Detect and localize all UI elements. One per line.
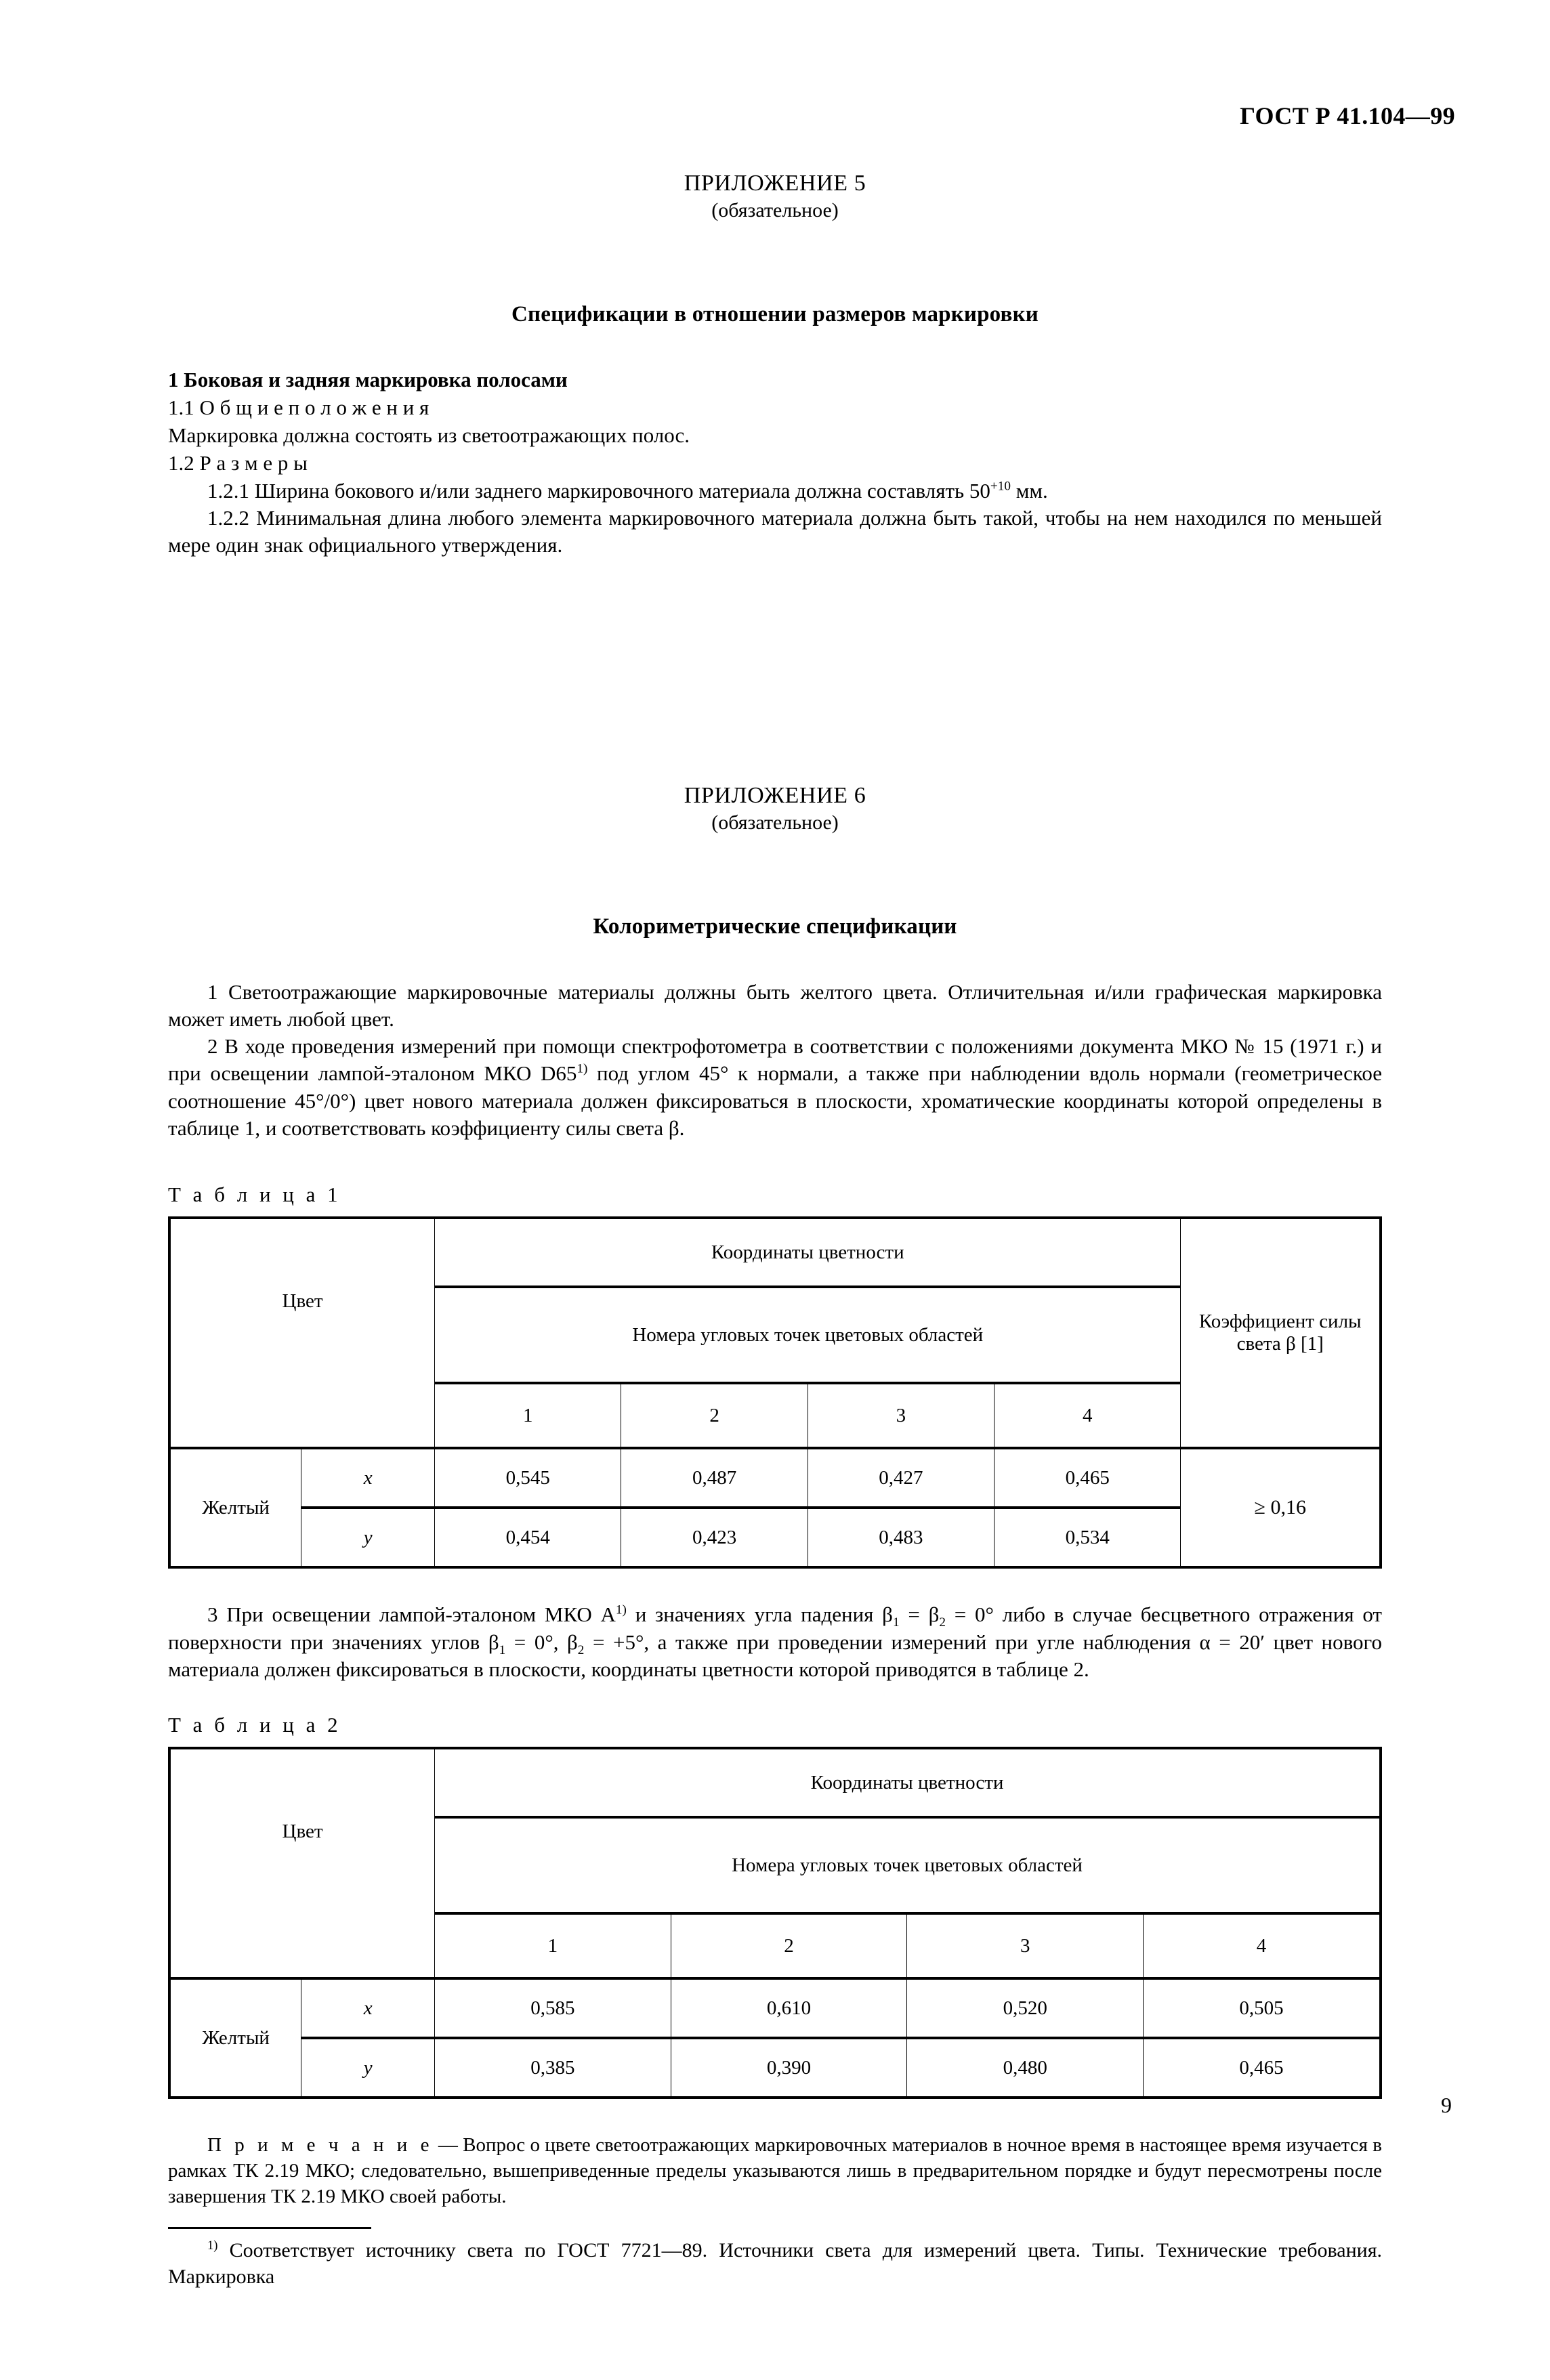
clause-1-2-2-text: 1.2.2 Минимальная длина любого элемента маркировочного материала должна быть такой, чтобы на нем находился по меньшей мере один знак официального утверждения. [168, 505, 1382, 557]
table-2-x-value-4: 0,505 [1144, 1978, 1381, 2038]
paragraph-3-part-b5: = +5°, а также при проведении измерений при угле наблюдения α = 20′ цвет нового материала должен фиксироваться в плоскости, координаты цветности которой приводятся в таблице 2. [168, 1630, 1383, 1681]
table-2-x-value-3: 0,520 [907, 1978, 1144, 2038]
annex-5-title: ПРИЛОЖЕНИЕ 5 [684, 171, 866, 196]
table-1-y-value-1: 0,454 [435, 1508, 621, 1567]
clause-1-2-1-suffix: мм. [1010, 478, 1048, 503]
table-2-header-color: Цвет [169, 1748, 435, 1913]
table-1-y-value-3: 0,483 [808, 1508, 994, 1567]
table-1-beta-value: ≥ 0,16 [1181, 1448, 1381, 1567]
table-1-x-value-4: 0,465 [994, 1448, 1181, 1508]
table-1-x-value-3: 0,427 [808, 1448, 994, 1508]
annex-6-section [168, 783, 1382, 2291]
table-1-color-value: Желтый [169, 1448, 301, 1567]
table-1-header-color-spacer [169, 1383, 435, 1448]
table-1-x-value-1: 0,545 [435, 1448, 621, 1508]
running-head: ГОСТ Р 41.104—99 [1240, 102, 1455, 129]
paragraph-2-part-b: под углом 45° к нормали, а также при наблюдении вдоль нормали (геометрическое соотношение 45°/0°) цвет нового материала должен фиксироваться в плоскости, хроматические координаты которой определены в таблице 1, и соответствовать коэффициенту силы света β. [168, 1061, 1382, 1141]
spacer [168, 327, 1382, 366]
table-1-col-index-1: 1 [435, 1383, 621, 1448]
table-2-color-value: Желтый [169, 1978, 301, 2098]
spacer [168, 1142, 1382, 1183]
page-number: 9 [1441, 2093, 1452, 2117]
footnote-separator-rule [168, 2227, 371, 2229]
annex-6-subtitle: (обязательное) [711, 811, 839, 834]
annex-5-subtitle: (обязательное) [711, 199, 839, 221]
table-1-header-points: Номера угловых точек цветовых областей [435, 1287, 1181, 1383]
table-2-col-index-1: 1 [435, 1913, 671, 1978]
annex-6-note [168, 2133, 1382, 2209]
table-2-row-label-y: y [301, 2038, 435, 2098]
table-2-y-value-1: 0,385 [435, 2038, 671, 2098]
table-2-x-value-1: 0,585 [435, 1978, 671, 2038]
annex-6-title: ПРИЛОЖЕНИЕ 6 [684, 782, 866, 808]
table-2-header-points: Номера угловых точек цветовых областей [435, 1817, 1381, 1913]
spacer [168, 222, 1382, 302]
table-2-col-index-3: 3 [907, 1913, 1144, 1978]
annex-6-paragraph-3 [168, 1601, 1382, 1683]
table-2-y-value-3: 0,480 [907, 2038, 1144, 2098]
paragraph-2-footnote-ref: 1) [577, 1062, 588, 1077]
table-1-header-coordinates: Координаты цветности [435, 1218, 1181, 1287]
footnote-marker: 1) [207, 2238, 218, 2253]
table-1-header-row-1 [169, 1218, 1381, 1287]
paragraph-3-part-b2: = β [899, 1602, 940, 1627]
table-2-header-row-1 [169, 1748, 1381, 1817]
clause-1-1-heading: 1.1 О б щ и е п о л о ж е н и я [168, 396, 430, 420]
clause-1-2-heading: 1.2 Р а з м е р ы [168, 451, 308, 475]
table-2-caption: Т а б л и ц а 2 [168, 1713, 341, 1737]
table-2-y-value-4: 0,465 [1144, 2038, 1381, 2098]
table-1 [168, 1216, 1382, 1569]
paragraph-3-part-b1: и значениях угла падения β [626, 1602, 893, 1627]
table-2-row-x [169, 1978, 1381, 2038]
table-1-col-index-3: 3 [808, 1383, 994, 1448]
spacer [168, 1683, 1382, 1713]
table-1-col-index-4: 4 [994, 1383, 1181, 1448]
paragraph-3-beta-sub-1: 1 [892, 1615, 900, 1630]
annex-5-section [168, 171, 1382, 559]
table-2-header-row-3 [169, 1913, 1381, 1978]
paragraph-3-beta-sub-4: 2 [577, 1642, 585, 1657]
note-text: — Вопрос о цвете светоотражающих маркировочных материалов в ночное время в настоящее время изучается в рамках ТК 2.19 МКО; следовательно, вышеприведенные пределы указываются лишь в предварительном порядке и будут пересмотрены после завершения ТК 2.19 МКО своей работы. [168, 2134, 1382, 2207]
footnote-text: Соответствует источнику света по ГОСТ 7721—89. Источники света для измерений цвета. Типы. Технические требования. Маркировка [168, 2239, 1382, 2289]
table-1-y-value-4: 0,534 [994, 1508, 1181, 1567]
table-1-y-value-2: 0,423 [621, 1508, 808, 1567]
annex-6-heading: Колориметрические спецификации [593, 914, 957, 939]
table-1-row-label-x: x [301, 1448, 435, 1508]
clause-1-2-1-text [168, 477, 1382, 505]
table-2-col-index-2: 2 [671, 1913, 907, 1978]
paragraph-3-part-a: 3 При освещении лампой-эталоном МКО А [207, 1602, 616, 1627]
table-1-col-index-2: 2 [621, 1383, 808, 1448]
paragraph-3-beta-sub-3: 1 [499, 1642, 506, 1657]
table-2-row-y [169, 2038, 1381, 2098]
table-1-caption: Т а б л и ц а 1 [168, 1183, 341, 1207]
annex-6-paragraph-2 [168, 1033, 1382, 1142]
paragraph-2-part-a: 2 В ходе проведения измерений при помощи спектрофотометра в соответствии с положениями документа МКО № 15 (1971 г.) и при освещении лампой-эталоном МКО D65 [168, 1034, 1382, 1086]
spacer [168, 1569, 1382, 1601]
table-2-y-value-2: 0,390 [671, 2038, 907, 2098]
annex-6-footnote [168, 2237, 1382, 2290]
page-content [168, 171, 1382, 2290]
paragraph-3-part-b3: = 0° либо в случае бесцветного отражения от поверхности при значениях углов β [168, 1602, 1382, 1654]
table-1-row-x [169, 1448, 1381, 1508]
spacer [168, 2099, 1382, 2133]
table-2 [168, 1747, 1382, 2099]
paragraph-3-beta-sub-2: 2 [939, 1615, 946, 1630]
spacer [168, 939, 1382, 979]
table-1-header-color: Цвет [169, 1218, 435, 1383]
table-1-row-label-y: y [301, 1508, 435, 1567]
table-2-header-color-spacer [169, 1913, 435, 1978]
spacer [168, 559, 1382, 783]
table-2-col-index-4: 4 [1144, 1913, 1381, 1978]
clause-1-2-1-superscript: +10 [990, 479, 1011, 494]
table-2-row-label-x: x [301, 1978, 435, 2038]
annex-6-paragraph-1: 1 Светоотражающие маркировочные материалы должны быть желтого цвета. Отличительная и/или графическая маркировка может иметь любой цвет. [168, 979, 1382, 1031]
spacer [168, 834, 1382, 914]
clause-1-2-1-prefix: 1.2.1 Ширина бокового и/или заднего маркировочного материала должна составлять 50 [207, 478, 990, 503]
table-1-header-beta: Коэффициент силы света β [1] [1181, 1218, 1381, 1448]
annex-5-heading: Спецификации в отношении размеров маркировки [511, 302, 1039, 326]
table-1-x-value-2: 0,487 [621, 1448, 808, 1508]
clause-1-1-text: Маркировка должна состоять из светоотражающих полос. [168, 423, 690, 447]
clause-1-heading: 1 Боковая и задняя маркировка полосами [168, 368, 568, 391]
table-2-x-value-2: 0,610 [671, 1978, 907, 2038]
table-2-header-coordinates: Координаты цветности [435, 1748, 1381, 1817]
note-label: П р и м е ч а н и е [207, 2134, 434, 2156]
paragraph-3-footnote-ref: 1) [615, 1603, 627, 1617]
paragraph-3-part-b4: = 0°, β [505, 1630, 578, 1654]
